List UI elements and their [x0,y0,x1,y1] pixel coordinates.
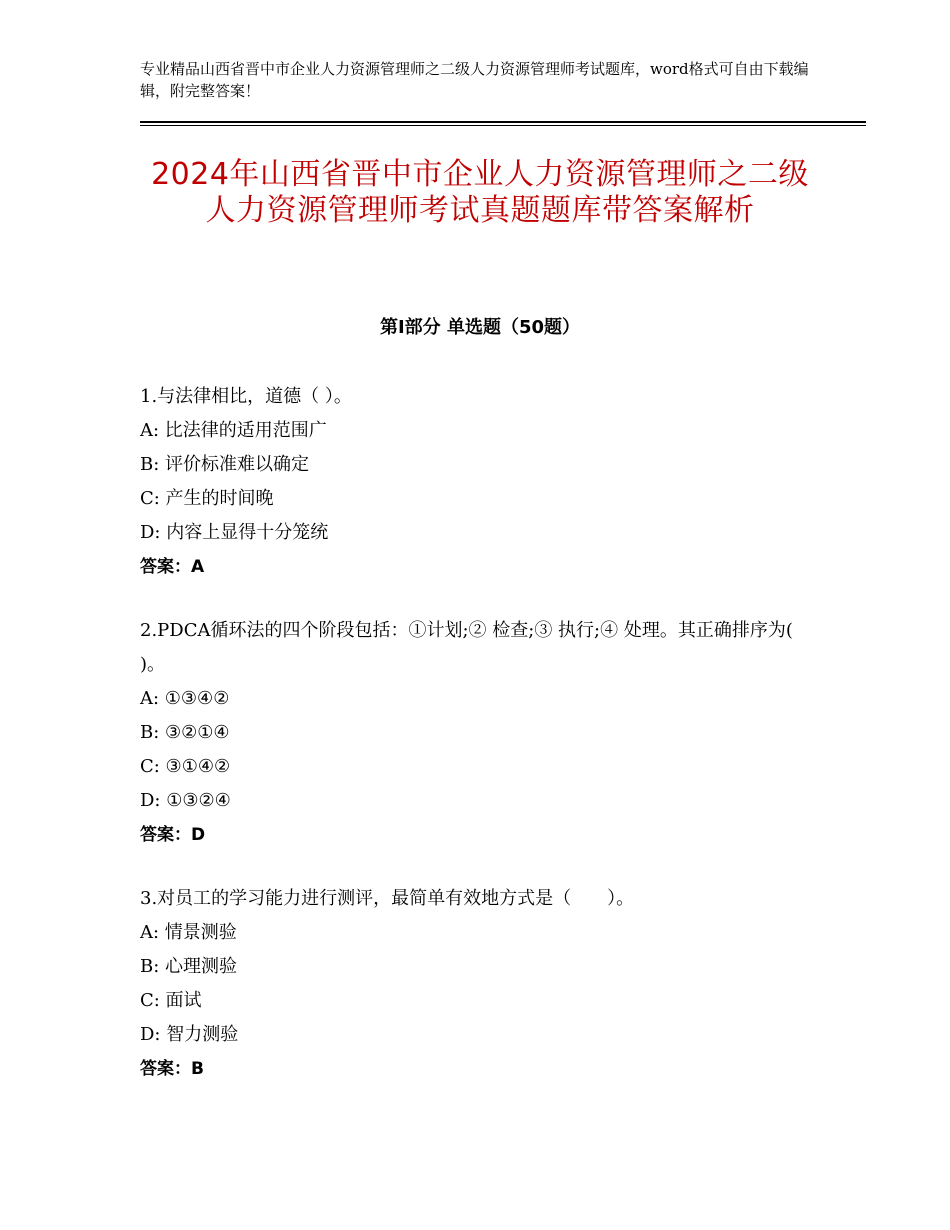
option-c: C: 产生的时间晚 [140,488,274,509]
option-a: A: 比法律的适用范围广 [140,420,327,441]
option-d: D: 内容上显得十分笼统 [140,522,329,543]
option-d: D: ①③②④ [140,790,231,811]
option-c: C: ③①④② [140,756,231,777]
option-a: A: ①③④② [140,688,230,709]
option-d: D: 智力测验 [140,1024,239,1045]
option-a: A: 情景测验 [140,922,237,943]
question-2 [140,614,820,852]
header-note: 专业精品山西省晋中市企业人力资源管理师之二级人力资源管理师考试题库，word格式可自由下载编辑，附完整答案！ [140,60,809,100]
option-b: B: 心理测验 [140,956,238,977]
question-list [140,380,820,1116]
header-divider [140,121,866,123]
question-stem: 2.PDCA循环法的四个阶段包括：①计划;② 检查;③ 执行;④ 处理。其正确排序为( )。 [140,620,793,675]
answer: 答案：A [140,557,205,577]
document-title: 2024年山西省晋中市企业人力资源管理师之二级人力资源管理师考试真题题库带答案解析 [151,157,809,228]
question-stem: 1.与法律相比，道德（ ）。 [140,386,352,407]
question-stem: 3.对员工的学习能力进行测评，最简单有效地方式是（ ）。 [140,888,635,909]
answer: 答案：D [140,825,206,845]
question-1 [140,380,820,584]
answer: 答案：B [140,1059,204,1079]
header-divider-thin [140,125,866,126]
option-b: B: ③②①④ [140,722,230,743]
section-title: 第Ⅰ部分 单选题（50题） [379,317,580,338]
question-3 [140,882,820,1086]
option-b: B: 评价标准难以确定 [140,454,310,475]
option-c: C: 面试 [140,990,202,1011]
